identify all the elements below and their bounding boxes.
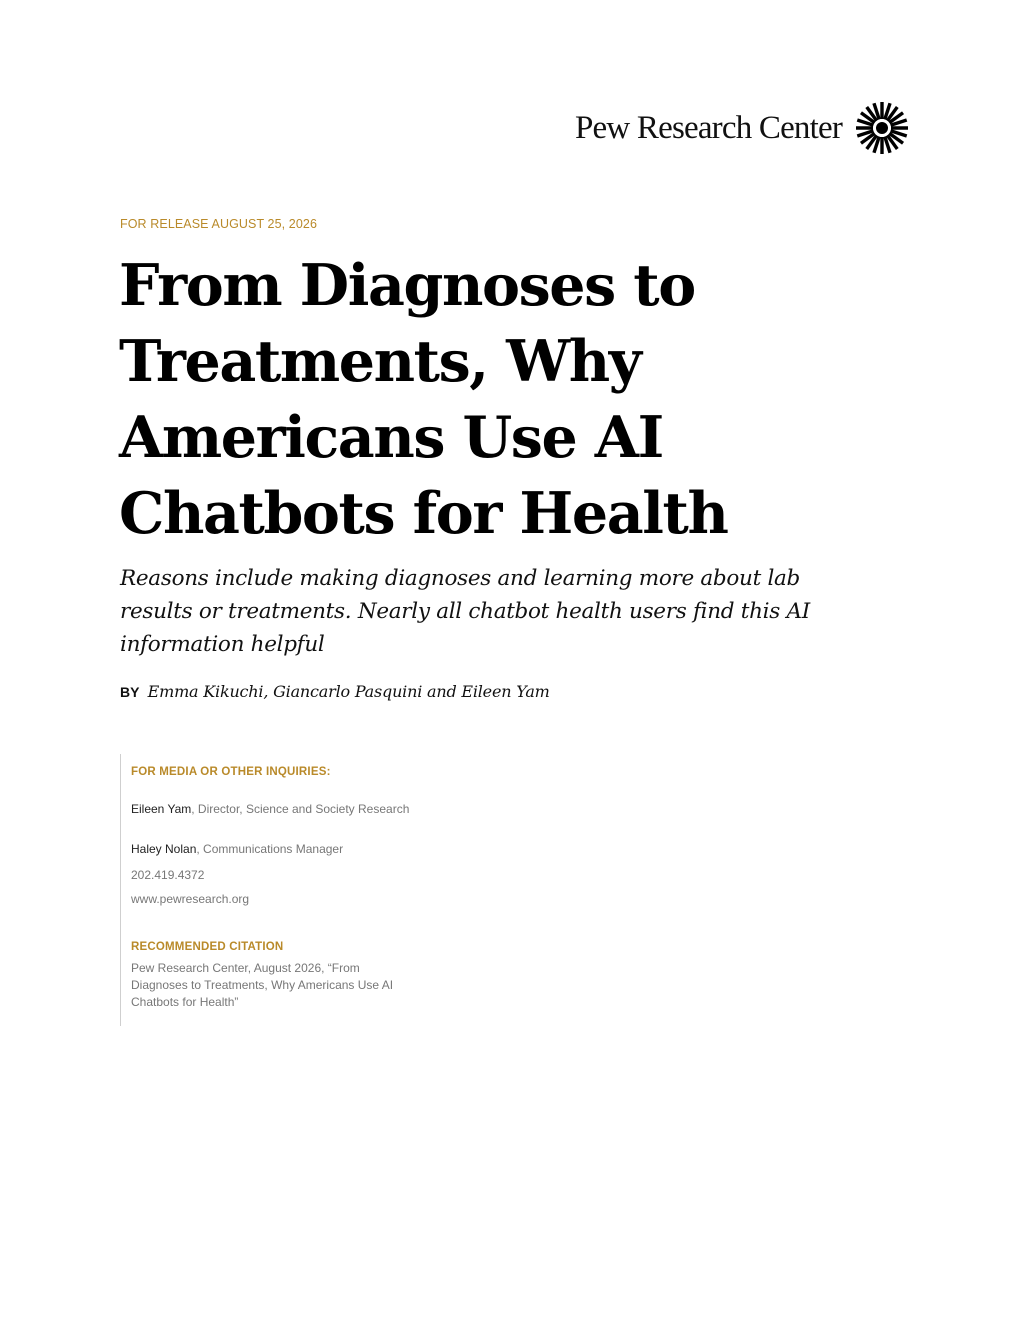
contact-website[interactable]: www.pewresearch.org bbox=[131, 892, 250, 906]
contact-role: , Director, Science and Society Research bbox=[191, 802, 410, 816]
byline-label: BY bbox=[120, 684, 140, 700]
citation-text: Pew Research Center, August 2026, “From Diagnoses to Treatments, Why Americans Use AI Chatbots for Health” bbox=[131, 961, 394, 1009]
contact-phone: 202.419.4372 bbox=[131, 868, 205, 882]
contact-name: Eileen Yam bbox=[131, 802, 192, 816]
byline-authors: Emma Kikuchi, Giancarlo Pasquini and Eileen Yam bbox=[147, 682, 550, 701]
subtitle-line: Reasons include making diagnoses and learning more about lab bbox=[120, 566, 801, 591]
subtitle-line: results or treatments. Nearly all chatbot health users find this AI bbox=[120, 599, 810, 624]
title-line: Americans Use AI bbox=[119, 404, 663, 471]
media-inquiries-heading: FOR MEDIA OR OTHER INQUIRIES: bbox=[131, 766, 331, 778]
pew-logo bbox=[575, 100, 910, 156]
contact-role: , Communications Manager bbox=[196, 842, 344, 856]
subtitle-line: information helpful bbox=[120, 632, 325, 657]
contact-name: Haley Nolan bbox=[131, 842, 197, 856]
byline bbox=[120, 682, 550, 701]
title-line: Treatments, Why bbox=[119, 328, 641, 395]
contact-panel bbox=[120, 754, 421, 1026]
sunburst-logo-icon bbox=[854, 100, 910, 156]
title-line: Chatbots for Health bbox=[119, 480, 728, 547]
release-date: FOR RELEASE AUGUST 25, 2026 bbox=[120, 217, 317, 231]
contact-person bbox=[131, 799, 411, 819]
title-line: From Diagnoses to bbox=[119, 252, 695, 319]
contact-person bbox=[131, 839, 411, 859]
logo-text: Pew Research Center bbox=[575, 110, 843, 146]
citation-heading: RECOMMENDED CITATION bbox=[131, 941, 284, 953]
report-title bbox=[119, 248, 839, 552]
report-subtitle bbox=[120, 562, 890, 661]
